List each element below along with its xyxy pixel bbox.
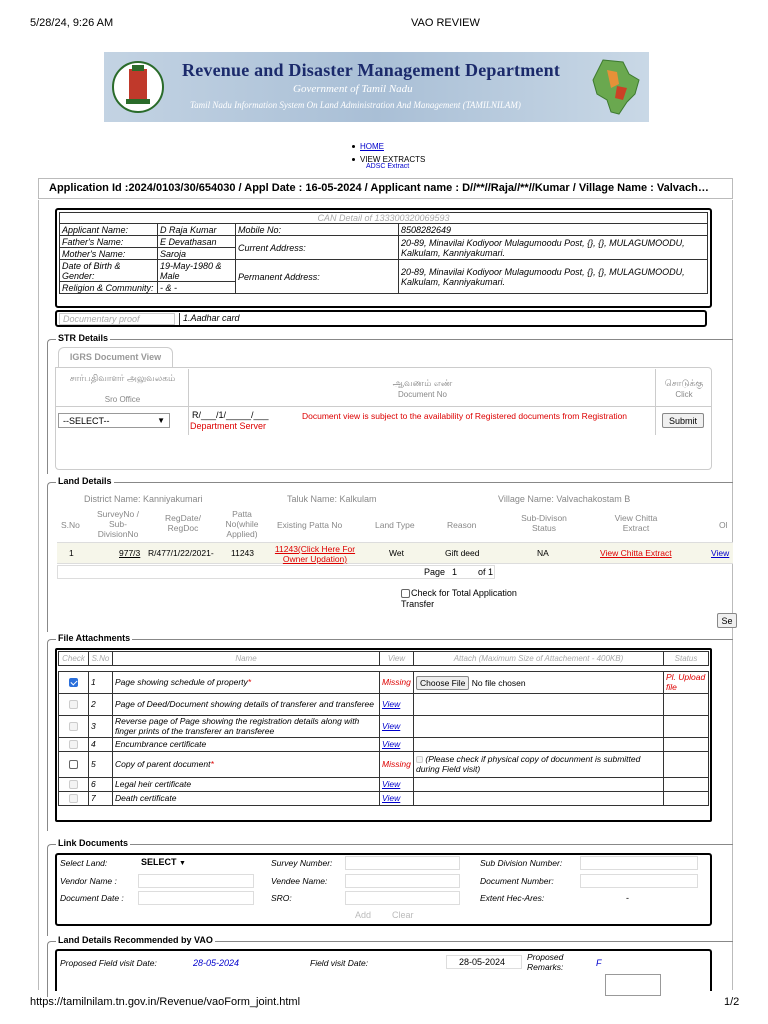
father-value: E Devathasan bbox=[158, 236, 236, 248]
proposed-visit-label: Proposed Field visit Date: bbox=[60, 958, 157, 968]
attachment-7-checkbox[interactable] bbox=[69, 794, 78, 803]
extent-label: Extent Hec-Ares: bbox=[480, 893, 545, 903]
attachment-2-view-link[interactable]: View bbox=[380, 694, 414, 716]
nav-item-partial[interactable]: ADSC Extract bbox=[366, 163, 410, 170]
row-status: NA bbox=[537, 548, 549, 558]
hdr-attach: Attach (Maximum Size of Attachement - 400KB) bbox=[414, 652, 664, 666]
select-land-dropdown[interactable] bbox=[141, 857, 186, 867]
sro-office-tamil: சார்பதிவாளர் அலுவலகம் bbox=[69, 373, 176, 383]
required-star: * bbox=[210, 758, 214, 769]
hdr-name: Name bbox=[113, 652, 380, 666]
remarks-label: Proposed Remarks: bbox=[527, 952, 564, 972]
view-link[interactable]: View bbox=[711, 548, 730, 558]
row-sno: 1 bbox=[69, 548, 74, 558]
document-number-input[interactable] bbox=[580, 874, 698, 888]
permanent-address-label: Permanent Address: bbox=[236, 260, 399, 294]
col-patta: Patta No(while Applied) bbox=[225, 509, 259, 539]
tab-igrs-document-view[interactable]: IGRS Document View bbox=[58, 347, 173, 367]
dob-value: 19-May-1980 & Male bbox=[158, 260, 236, 282]
attachment-7-name: Death certificate bbox=[113, 792, 380, 806]
father-label: Father's Name: bbox=[60, 236, 158, 248]
table-row bbox=[59, 778, 709, 792]
recommended-legend: Land Details Recommended by VAO bbox=[58, 935, 213, 945]
sro-select-value: --SELECT-- bbox=[63, 416, 110, 426]
attachment-5-checkbox[interactable] bbox=[69, 760, 78, 769]
doc-proof-value: 1.Aadhar card bbox=[179, 313, 379, 325]
print-url: https://tamilnilam.tn.gov.in/Revenue/vaoForm_joint.html bbox=[30, 996, 301, 1008]
click-tamil: சொடுக்கு bbox=[664, 378, 704, 388]
attachment-2-no: 2 bbox=[89, 694, 113, 716]
attachment-4-view-link[interactable]: View bbox=[380, 738, 414, 752]
col-reason: Reason bbox=[447, 520, 477, 530]
attachment-3-name: Reverse page of Page showing the registration details along with finger prints of the transferer an transferee bbox=[113, 716, 380, 738]
link-legend: Link Documents bbox=[58, 838, 129, 848]
can-title: CAN Detail of 133300320069593 bbox=[60, 213, 708, 224]
page-input[interactable]: 1 bbox=[452, 567, 458, 577]
sro-office-label: Sro Office bbox=[104, 395, 141, 404]
col-regdate: RegDate/ RegDoc bbox=[165, 513, 201, 533]
banner-tagline: Tamil Nadu Information System On Land Administration And Management (TAMILNILAM) bbox=[190, 100, 521, 110]
attachment-6-view-link[interactable]: View bbox=[380, 778, 414, 792]
attachment-1-status: Pl. Upload file bbox=[664, 672, 709, 694]
attachment-5-name bbox=[113, 752, 380, 778]
religion-label: Religion & Community: bbox=[60, 282, 158, 294]
col-land-type: Land Type bbox=[375, 520, 415, 530]
click-label: Click bbox=[675, 390, 693, 399]
document-no-label: Document No bbox=[398, 390, 447, 399]
row-reason: Gift deed bbox=[445, 548, 480, 558]
clear-button[interactable]: Clear bbox=[392, 910, 414, 920]
field-visit-input[interactable]: 28-05-2024 bbox=[446, 955, 522, 969]
applicant-name-label: Applicant Name: bbox=[60, 224, 158, 236]
hdr-view: View bbox=[380, 652, 414, 666]
remarks-textarea[interactable] bbox=[605, 974, 661, 996]
applicant-name-value: D Raja Kumar bbox=[158, 224, 236, 236]
attachment-6-name: Legal heir certificate bbox=[113, 778, 380, 792]
vendee-name-label: Vendee Name: bbox=[271, 876, 328, 886]
select-land-value: SELECT bbox=[141, 857, 177, 867]
table-row bbox=[57, 542, 733, 564]
chevron-down-icon: ▼ bbox=[157, 416, 165, 425]
taluk-name: Taluk Name: Kalkulam bbox=[287, 494, 377, 504]
attachment-5-missing: Missing bbox=[380, 752, 414, 778]
land-table-header bbox=[57, 509, 733, 541]
survey-number-input[interactable] bbox=[345, 856, 460, 870]
department-banner bbox=[104, 52, 649, 122]
total-transfer-checkbox[interactable] bbox=[401, 589, 410, 598]
attachment-6-no: 6 bbox=[89, 778, 113, 792]
attachment-6-checkbox[interactable] bbox=[69, 780, 78, 789]
add-button[interactable]: Add bbox=[355, 910, 372, 920]
doc-proof-label: Documentary proof bbox=[59, 313, 175, 325]
banner-title: Revenue and Disaster Management Department bbox=[182, 60, 561, 80]
can-detail-box bbox=[55, 208, 712, 308]
print-datetime: 5/28/24, 9:26 AM bbox=[30, 17, 114, 29]
document-date-label: Document Date : bbox=[60, 893, 124, 903]
attachment-4-checkbox[interactable] bbox=[69, 740, 78, 749]
table-row bbox=[59, 716, 709, 738]
attachment-3-checkbox[interactable] bbox=[69, 722, 78, 731]
table-row bbox=[59, 694, 709, 716]
attachment-1-checkbox[interactable] bbox=[69, 678, 78, 687]
subdiv-number-input[interactable] bbox=[580, 856, 698, 870]
physical-copy-checkbox[interactable] bbox=[416, 756, 423, 763]
attachment-1-no: 1 bbox=[89, 672, 113, 694]
table-row bbox=[59, 738, 709, 752]
col-sno: S.No bbox=[61, 520, 80, 530]
documentary-proof-box bbox=[55, 310, 707, 327]
chevron-down-icon: ▼ bbox=[179, 860, 186, 867]
attachment-4-name: Encumbrance certificate bbox=[113, 738, 380, 752]
sro-office-select[interactable] bbox=[58, 413, 170, 428]
nav-item-home[interactable] bbox=[352, 142, 384, 151]
mother-label: Mother's Name: bbox=[60, 248, 158, 260]
proposed-visit-value: 28-05-2024 bbox=[193, 958, 240, 968]
registration-note: Document view is subject to the availability of Registered documents from Registration bbox=[302, 411, 628, 421]
table-row bbox=[59, 672, 709, 694]
survey-number-link[interactable]: 977/3 bbox=[119, 548, 141, 558]
choose-file-button[interactable]: Choose File bbox=[416, 676, 469, 690]
attachment-1-missing: Missing bbox=[380, 672, 414, 694]
sro-input[interactable] bbox=[345, 891, 460, 905]
total-transfer-label: Check for Total Application Transfer bbox=[401, 588, 517, 609]
application-header: Application Id :2024/0103/30/654030 / Appl Date : 16-05-2024 / Applicant name : D//**//Raja//**//Kumar / Village Name : Valvach… bbox=[38, 178, 733, 199]
attachment-3-view-link[interactable]: View bbox=[380, 716, 414, 738]
row-patta: 11243 bbox=[231, 548, 255, 558]
view-extracts-link[interactable]: VIEW EXTRACTS bbox=[360, 155, 426, 164]
home-link[interactable]: HOME bbox=[360, 142, 384, 151]
col-subdiv-status: Sub-Divison Status bbox=[521, 513, 567, 533]
hdr-sno: S.No bbox=[89, 652, 113, 666]
banner-subtitle: Government of Tamil Nadu bbox=[293, 83, 413, 95]
attachment-7-view-link[interactable]: View bbox=[380, 792, 414, 806]
attachment-2-name: Page of Deed/Document showing details of transferer and transferee bbox=[113, 694, 380, 716]
total-transfer-checkbox-row[interactable] bbox=[401, 588, 521, 610]
page-of: of 1 bbox=[478, 567, 494, 577]
physical-copy-note: (Please check if physical copy of docunment is submitted during Field visit) bbox=[416, 754, 641, 774]
print-page-number: 1/2 bbox=[724, 996, 740, 1008]
field-visit-label: Field visit Date: bbox=[310, 958, 369, 968]
row-reg: R/477/1/22/2021- bbox=[148, 548, 214, 558]
document-number-label: Document Number: bbox=[480, 876, 554, 886]
attachment-4-no: 4 bbox=[89, 738, 113, 752]
dob-label: Date of Birth & Gender: bbox=[60, 260, 158, 282]
sro-label: SRO: bbox=[271, 893, 292, 903]
no-file-chosen: No file chosen bbox=[471, 677, 526, 688]
files-legend: File Attachments bbox=[58, 633, 131, 643]
extent-value: - bbox=[626, 893, 629, 903]
save-button[interactable]: Se bbox=[717, 613, 737, 628]
document-no-tamil: ஆவணம் எண் bbox=[392, 378, 453, 388]
tn-emblem-icon bbox=[112, 57, 164, 117]
survey-number-label: Survey Number: bbox=[271, 858, 333, 868]
attachments-box bbox=[55, 648, 712, 822]
subdiv-number-label: Sub Division Number: bbox=[480, 858, 563, 868]
attachment-1-name bbox=[113, 672, 380, 694]
row-land-type: Wet bbox=[389, 548, 404, 558]
col-chitta: View Chitta Extract bbox=[614, 513, 658, 533]
required-star: * bbox=[247, 676, 252, 687]
vendor-name-input[interactable] bbox=[138, 874, 254, 888]
current-address-value: 20-89, Minavilai Kodiyoor Mulagumoodu Post, {}, {}, MULAGUMOODU, Kalkulam, Kanniyakumari. bbox=[399, 236, 708, 260]
page-label: Page bbox=[424, 567, 446, 577]
col-ol: Ol bbox=[719, 520, 728, 530]
col-existing-patta: Existing Patta No bbox=[277, 520, 343, 530]
select-land-label: Select Land: bbox=[60, 858, 108, 868]
table-row bbox=[59, 792, 709, 806]
attachment-2-checkbox[interactable] bbox=[69, 700, 78, 709]
vendee-name-input[interactable] bbox=[345, 874, 460, 888]
mobile-value: 8508282649 bbox=[399, 224, 708, 236]
attachment-7-no: 7 bbox=[89, 792, 113, 806]
owner-updation-link[interactable]: 11243(Click Here For Owner Updation) bbox=[274, 544, 356, 564]
attachment-5-label: Copy of parent document bbox=[115, 758, 211, 769]
remarks-value: F bbox=[596, 958, 602, 968]
land-legend: Land Details bbox=[58, 476, 112, 486]
document-date-input[interactable] bbox=[138, 891, 254, 905]
mobile-label: Mobile No: bbox=[236, 224, 399, 236]
attachment-5-no: 5 bbox=[89, 752, 113, 778]
hdr-status: Status bbox=[664, 652, 709, 666]
view-chitta-link[interactable]: View Chitta Extract bbox=[600, 548, 672, 558]
print-title: VAO REVIEW bbox=[411, 17, 480, 29]
str-legend: STR Details bbox=[58, 333, 109, 343]
attachment-1-label: Page showing schedule of property bbox=[115, 676, 248, 687]
religion-value: - & - bbox=[158, 282, 236, 294]
col-survey: SurveyNo / Sub-DivisionNo bbox=[96, 509, 140, 539]
department-server-label: Department Server bbox=[190, 421, 267, 431]
tamilnadu-map-icon bbox=[583, 56, 645, 118]
vendor-name-label: Vendor Name : bbox=[60, 876, 117, 886]
attachment-3-no: 3 bbox=[89, 716, 113, 738]
submit-button[interactable]: Submit bbox=[662, 413, 704, 428]
document-no-input[interactable]: R/___/1/_____/___ bbox=[192, 410, 269, 420]
current-address-label: Current Address: bbox=[236, 236, 399, 260]
table-row bbox=[59, 752, 709, 778]
permanent-address-value: 20-89, Minavilai Kodiyoor Mulagumoodu Post, {}, {}, MULAGUMOODU, Kalkulam, Kanniyakumari. bbox=[399, 260, 708, 294]
district-name: District Name: Kanniyakumari bbox=[84, 494, 203, 504]
hdr-check: Check bbox=[59, 652, 89, 666]
village-name: Village Name: Valvachakostam B bbox=[498, 494, 631, 504]
mother-value: Saroja bbox=[158, 248, 236, 260]
